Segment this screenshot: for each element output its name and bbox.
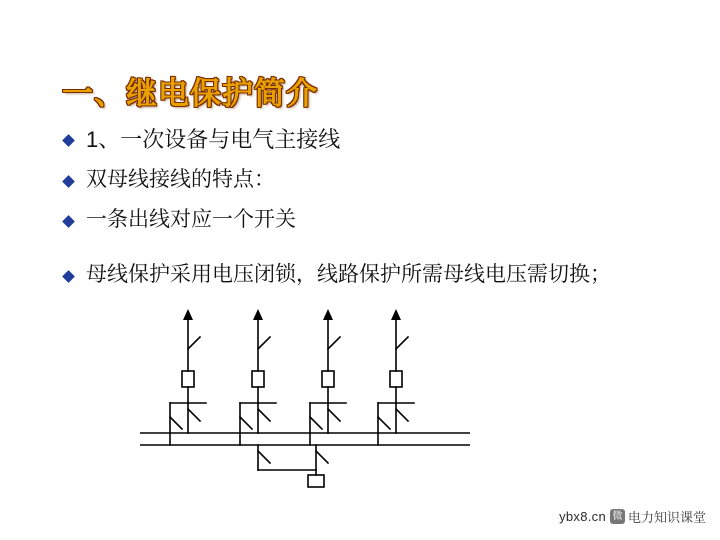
diamond-bullet-icon xyxy=(62,134,75,147)
diamond-bullet-icon xyxy=(62,215,75,228)
list-item xyxy=(64,125,664,154)
diamond-bullet-icon xyxy=(62,271,75,284)
list-item xyxy=(64,261,664,289)
list-item-label: 1、一次设备与电气主接线 xyxy=(86,127,341,152)
watermark xyxy=(559,507,706,526)
watermark-label: 电力知识课堂 xyxy=(627,510,706,525)
list-item-label: 双母线接线的特点： xyxy=(86,168,275,192)
diamond-bullet-icon xyxy=(62,175,75,188)
wechat-logo-icon: 微 xyxy=(610,509,625,524)
page-title: 一、继电保护简介 xyxy=(62,76,318,111)
watermark-id: ybx8.cn xyxy=(559,509,606,524)
list-item-label: 母线保护采用电压闭锁，线路保护所需母线电压需切换； xyxy=(86,263,611,287)
bullet-list xyxy=(64,125,664,301)
list-item xyxy=(64,206,664,234)
double-busbar-single-line-diagram xyxy=(140,305,470,515)
list-item-label: 一条出线对应一个开关 xyxy=(86,207,296,231)
list-item xyxy=(64,166,664,194)
